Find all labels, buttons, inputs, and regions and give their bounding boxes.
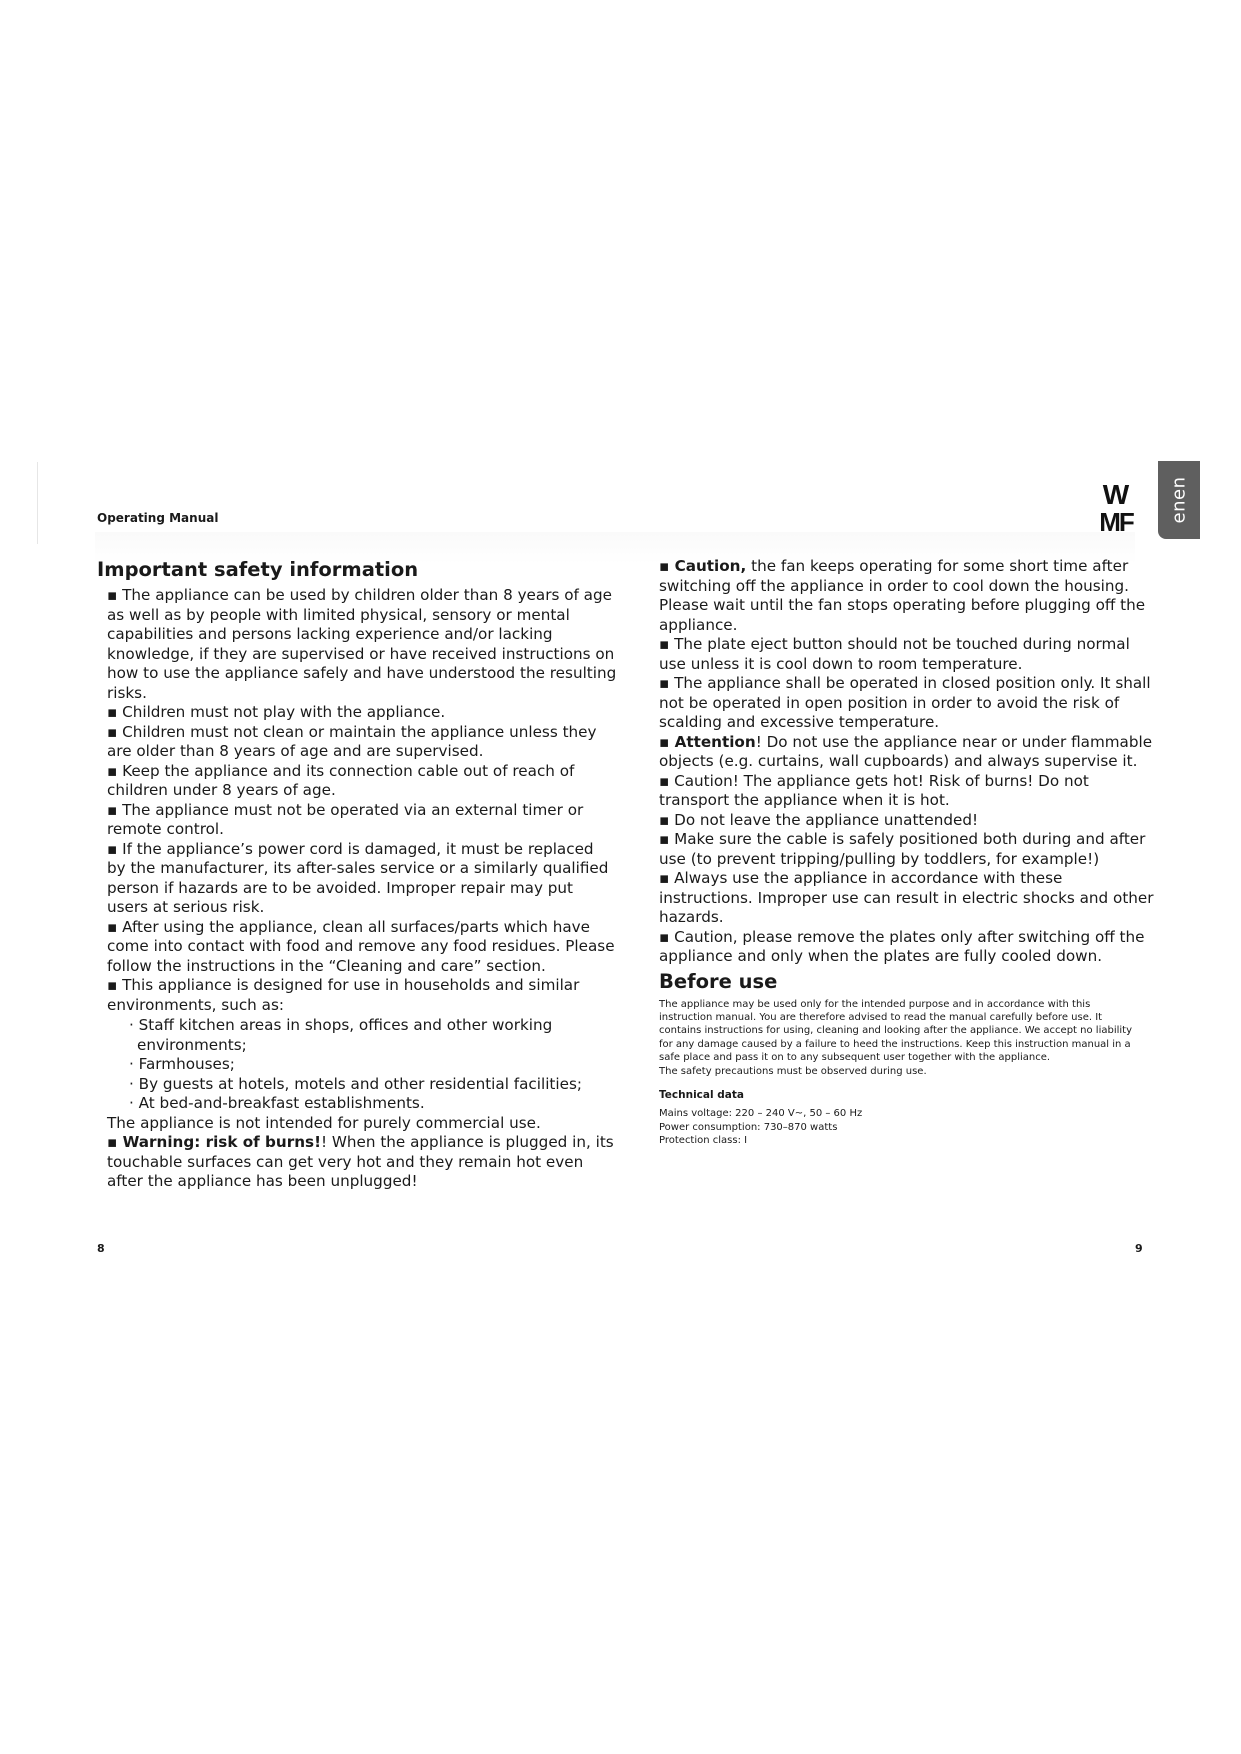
fan-caution-label: ▪ Caution, [659,557,747,575]
safety-item: ▪ Children must not play with the appliance. [107,703,446,721]
burn-warning [107,1133,617,1192]
technical-data-line: Mains voltage: 220 – 240 V~, 50 – 60 Hz [659,1108,863,1120]
fan-caution-text: the fan keeps operating for some short time after switching off the appliance in order to cool down the housing. Please wait until the fan stops operating before plugging off the appliance. [659,557,1146,634]
safety-item: ▪ Make sure the cable is safely positioned both during and after use (to prevent tripping/pulling by toddlers, for example!) [659,830,1146,868]
safety-item: ▪ Children must not clean or maintain the appliance unless they are older than 8 years of age and are supervised. [107,722,597,760]
environment-item: · At bed-and-breakfast establishments. [129,1094,425,1112]
environment-item: · Staff kitchen areas in shops, offices and other working environments; [129,1016,553,1054]
page-number-right: 9 [1135,1242,1143,1255]
safety-item: ▪ The appliance can be used by children older than 8 years of age as well as by people with limited physical, sensory or mental capabilities and persons lacking experience and/or lacking knowledge, if they are supervised or have received instructions on how to use the appliance safely and have understood the resulting risks. [107,586,617,702]
attention-note [659,733,1159,772]
safety-item: ▪ After using the appliance, clean all surfaces/parts which have come into contact with food and remove any food residues. Please follow the instructions in the “Cleaning and care” section. [107,917,615,975]
safety-item: ▪ Keep the appliance and its connection cable out of reach of children under 8 years of age. [107,761,575,799]
safety-item: ▪ Do not leave the appliance unattended! [659,810,979,829]
attention-text: ! Do not use the appliance near or under flammable objects (e.g. curtains, wall cupboards) and always supervise it. [659,732,1153,770]
safety-item: ▪ The plate eject button should not be touched during normal use unless it is cool down to room temperature. [659,635,1130,673]
safety-heading: Important safety information [97,558,419,581]
safety-item: ▪ Caution! The appliance gets hot! Risk of burns! Do not transport the appliance when it is hot. [659,771,1089,809]
environment-item: · Farmhouses; [129,1055,235,1073]
burn-warning-label: ▪ Warning: risk of burns! [107,1133,321,1151]
fan-caution [659,557,1159,635]
safety-precautions-note: The safety precautions must be observed during use. [659,1065,927,1077]
safety-item: ▪ If the appliance’s power cord is damaged, it must be replaced by the manufacturer, its after-sales service or a similarly qualified person if hazards are to be avoided. Improper repair may put users at serious risk. [107,839,609,916]
language-tab-label: enen [1168,476,1190,524]
environment-item: · By guests at hotels, motels and other residential facilities; [129,1074,582,1093]
burn-warning-text: ! When the appliance is plugged in, its touchable surfaces can get very hot and they remain hot even after the appliance has been unplugged! [107,1133,614,1190]
logo-bottom-letters: MF [1099,507,1133,534]
before-use-text: The appliance may be used only for the intended purpose and in accordance with this instruction manual. You are therefore advised to read the manual carefully before use. It contains instructions for using, cleaning and looking after the appliance. We accept no liability for any damage caused by a failure to heed the instructions. Keep this instruction manual in a safe place and pass it on to any subsequent user together with the appliance. [659,998,1132,1064]
page-number-left: 8 [97,1242,105,1255]
technical-data-line: Protection class: I [659,1135,748,1147]
safety-list [97,586,617,1192]
right-column [659,557,1159,1148]
attention-label: ▪ Attention [659,732,756,751]
environment-intro: ▪ This appliance is designed for use in households and similar environments, such as: [107,976,580,1014]
logo-top-letter: W [1102,480,1130,510]
safety-item: ▪ Caution, please remove the plates only after switching off the appliance and only when the plates are fully cooled down. [659,927,1145,965]
page-edge-line [37,462,38,544]
left-column [97,557,617,1192]
technical-data-heading: Technical data [659,1088,744,1101]
header-title: Operating Manual [97,511,219,525]
technical-data-line: Power consumption: 730–870 watts [659,1121,838,1133]
commercial-note: The appliance is not intended for purely commercial use. [107,1113,541,1132]
safety-item: ▪ The appliance must not be operated via an external timer or remote control. [107,800,584,838]
safety-item: ▪ Always use the appliance in accordance with these instructions. Improper use can result in electric shocks and other hazards. [659,869,1154,926]
language-tab[interactable] [1158,461,1200,539]
wmf-logo [1093,480,1139,534]
safety-item: ▪ The appliance shall be operated in closed position only. It shall not be operated in open position in order to avoid the risk of scalding and excessive temperature. [659,674,1151,731]
before-use-heading: Before use [659,969,778,993]
